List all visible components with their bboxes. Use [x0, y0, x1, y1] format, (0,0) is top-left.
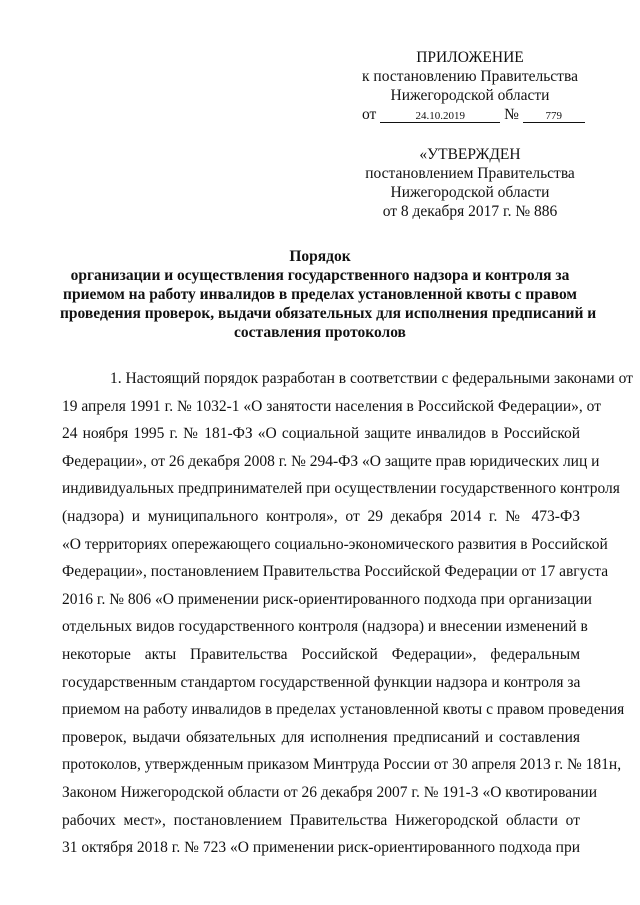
document-title: [60, 247, 597, 342]
annex-date: 24.10.2019: [380, 110, 500, 123]
approved-line1: «УТВЕРЖДЕН: [419, 146, 521, 163]
annex-header: [340, 48, 600, 124]
body-line: индивидуальных предпринимателей при осуществлении государственного контроля: [62, 480, 620, 498]
body-line: «О территориях опережающего социально-экономического развития в Российской: [62, 535, 608, 553]
annex-title: ПРИЛОЖЕНИЕ: [416, 49, 524, 66]
body-line: 2016 г. № 806 «О применении риск-ориентированного подхода при организации: [62, 590, 592, 608]
title-line2: организации и осуществления государственного надзора и контроля за: [70, 267, 570, 284]
approved-line3: Нижегородской области: [390, 184, 550, 201]
title-line3: приемом на работу инвалидов в пределах установленной квоты с правом: [63, 286, 577, 303]
body-line: 31 октября 2018 г. № 723 «О применении риск-ориентированного подхода при: [62, 839, 580, 857]
annex-line2: к постановлению Правительства: [362, 68, 578, 85]
body-line: Законом Нижегородской области от 26 декабря 2007 г. № 191-З «О квотировании: [62, 783, 597, 801]
annex-from-label: от: [362, 106, 377, 123]
body-line: протоколов, утвержденным приказом Минтруда России от 30 апреля 2013 г. № 181н,: [62, 756, 622, 774]
title-line1: Порядок: [289, 248, 351, 265]
body-line: государственным стандартом государственной функции надзора и контроля за: [62, 673, 581, 691]
body-line: рабочих мест», постановлением Правительства Нижегородской области от: [62, 811, 580, 829]
annex-date-number: [340, 105, 600, 124]
approved-line2: постановлением Правительства: [365, 165, 575, 182]
body-paragraph: [62, 365, 633, 862]
body-line: 19 апреля 1991 г. № 1032-1 «О занятости населения в Российской Федерации», от: [62, 397, 601, 415]
title-line5: составления протоколов: [234, 324, 406, 341]
approval-stamp: [340, 145, 600, 221]
body-line: 1. Настоящий порядок разработан в соответствии с федеральными законами от: [110, 370, 633, 387]
approved-line4: от 8 декабря 2017 г. № 886: [382, 203, 558, 220]
annex-number: 779: [523, 110, 585, 123]
annex-number-label: №: [504, 106, 519, 123]
body-line: отдельных видов государственного контроля (надзора) и внесении изменений в: [62, 618, 588, 636]
body-line: Федерации», от 26 декабря 2008 г. № 294-ФЗ «О защите прав юридических лиц и: [62, 452, 600, 470]
body-line: некоторые акты Правительства Российской Федерации», федеральным: [62, 645, 580, 663]
body-line: приемом на работу инвалидов в пределах установленной квоты с правом проведения: [62, 701, 625, 719]
body-line: Федерации», постановлением Правительства Российской Федерации от 17 августа: [62, 563, 609, 581]
annex-line3: Нижегородской области: [390, 87, 550, 104]
body-line: проверок, выдачи обязательных для исполнения предписаний и составления: [62, 728, 580, 746]
title-line4: проведения проверок, выдачи обязательных для исполнения предписаний и: [60, 305, 597, 322]
body-line: (надзора) и муниципального контроля», от 29 декабря 2014 г. № 473-ФЗ: [62, 507, 580, 525]
body-line: 24 ноября 1995 г. № 181-ФЗ «О социальной защите инвалидов в Российской: [62, 425, 580, 443]
